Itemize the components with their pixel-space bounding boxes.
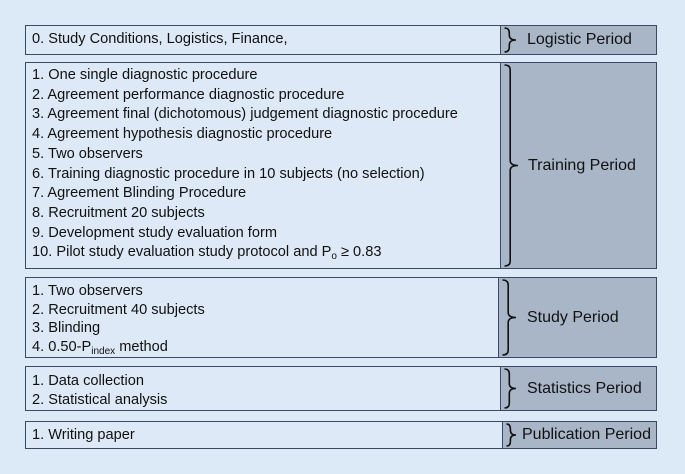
study-item-list bbox=[26, 278, 500, 357]
item-text: 2. Agreement performance diagnostic procedure bbox=[32, 86, 345, 103]
item-text-after: method bbox=[115, 338, 168, 355]
item-text: 4. 0.50-P bbox=[32, 338, 92, 355]
list-item bbox=[32, 184, 502, 204]
list-item bbox=[32, 86, 502, 106]
list-item bbox=[32, 319, 500, 338]
curly-brace-icon bbox=[503, 368, 517, 411]
item-text: 1. One single diagnostic procedure bbox=[32, 67, 258, 83]
statistics-item-list bbox=[26, 367, 502, 410]
training-period-label: Training Period bbox=[528, 156, 636, 174]
item-text: 3. Blinding bbox=[32, 320, 101, 337]
list-item bbox=[32, 301, 500, 320]
list-item bbox=[32, 145, 502, 165]
item-text: 7. Agreement Blinding Procedure bbox=[32, 185, 247, 202]
study-period-box bbox=[25, 277, 657, 358]
item-text: 5. Two observers bbox=[32, 145, 143, 162]
publication-period-label: Publication Period bbox=[522, 426, 651, 443]
item-text: 1. Writing paper bbox=[32, 427, 135, 443]
item-text-after: ≥ 0.83 bbox=[336, 244, 382, 261]
logistic-period-label: Logistic Period bbox=[527, 31, 632, 48]
brace-path bbox=[505, 369, 517, 408]
study-period-label: Study Period bbox=[527, 308, 619, 326]
brace-path bbox=[505, 65, 519, 266]
item-text: 10. Pilot study evaluation study protocol and P bbox=[32, 244, 332, 261]
list-item bbox=[32, 282, 500, 301]
training-item-list bbox=[26, 63, 502, 268]
list-item bbox=[32, 338, 500, 357]
brace-path bbox=[505, 28, 517, 52]
item-text: 8. Recruitment 20 subjects bbox=[32, 204, 205, 221]
brace-path bbox=[507, 424, 517, 446]
item-text: 2. Statistical analysis bbox=[32, 391, 168, 408]
list-item bbox=[32, 243, 502, 263]
list-item bbox=[32, 204, 502, 224]
item-text: 2. Recruitment 40 subjects bbox=[32, 301, 205, 318]
list-item bbox=[32, 426, 504, 446]
publication-item-list bbox=[26, 422, 504, 448]
list-item bbox=[32, 224, 502, 244]
statistics-period-label: Statistics Period bbox=[527, 379, 642, 397]
brace-path bbox=[503, 280, 517, 355]
item-subscript: o bbox=[331, 251, 337, 263]
statistics-period-box bbox=[25, 366, 657, 411]
list-item bbox=[32, 30, 502, 50]
publication-period-box bbox=[25, 421, 657, 449]
item-text: 1. Data collection bbox=[32, 373, 144, 389]
list-item bbox=[32, 125, 502, 145]
list-item bbox=[32, 391, 502, 410]
item-text: 9. Development study evaluation form bbox=[32, 224, 277, 241]
training-period-box bbox=[25, 62, 657, 269]
list-item bbox=[32, 372, 502, 391]
item-text: 0. Study Conditions, Logistics, Finance, bbox=[32, 31, 288, 47]
curly-brace-icon bbox=[501, 279, 517, 358]
curly-brace-icon bbox=[503, 64, 519, 269]
list-item bbox=[32, 66, 502, 86]
item-subscript: index bbox=[91, 345, 116, 357]
list-item bbox=[32, 105, 502, 125]
item-text: 1. Two observers bbox=[32, 283, 143, 299]
logistic-item-list bbox=[26, 26, 502, 54]
curly-brace-icon bbox=[505, 423, 517, 449]
item-text: 3. Agreement final (dichotomous) judgement diagnostic procedure bbox=[32, 106, 458, 123]
list-item bbox=[32, 165, 502, 185]
item-text: 4. Agreement hypothesis diagnostic procedure bbox=[32, 126, 333, 143]
logistic-period-box bbox=[25, 25, 657, 55]
curly-brace-icon bbox=[503, 27, 517, 55]
item-text: 6. Training diagnostic procedure in 10 subjects (no selection) bbox=[32, 165, 425, 182]
